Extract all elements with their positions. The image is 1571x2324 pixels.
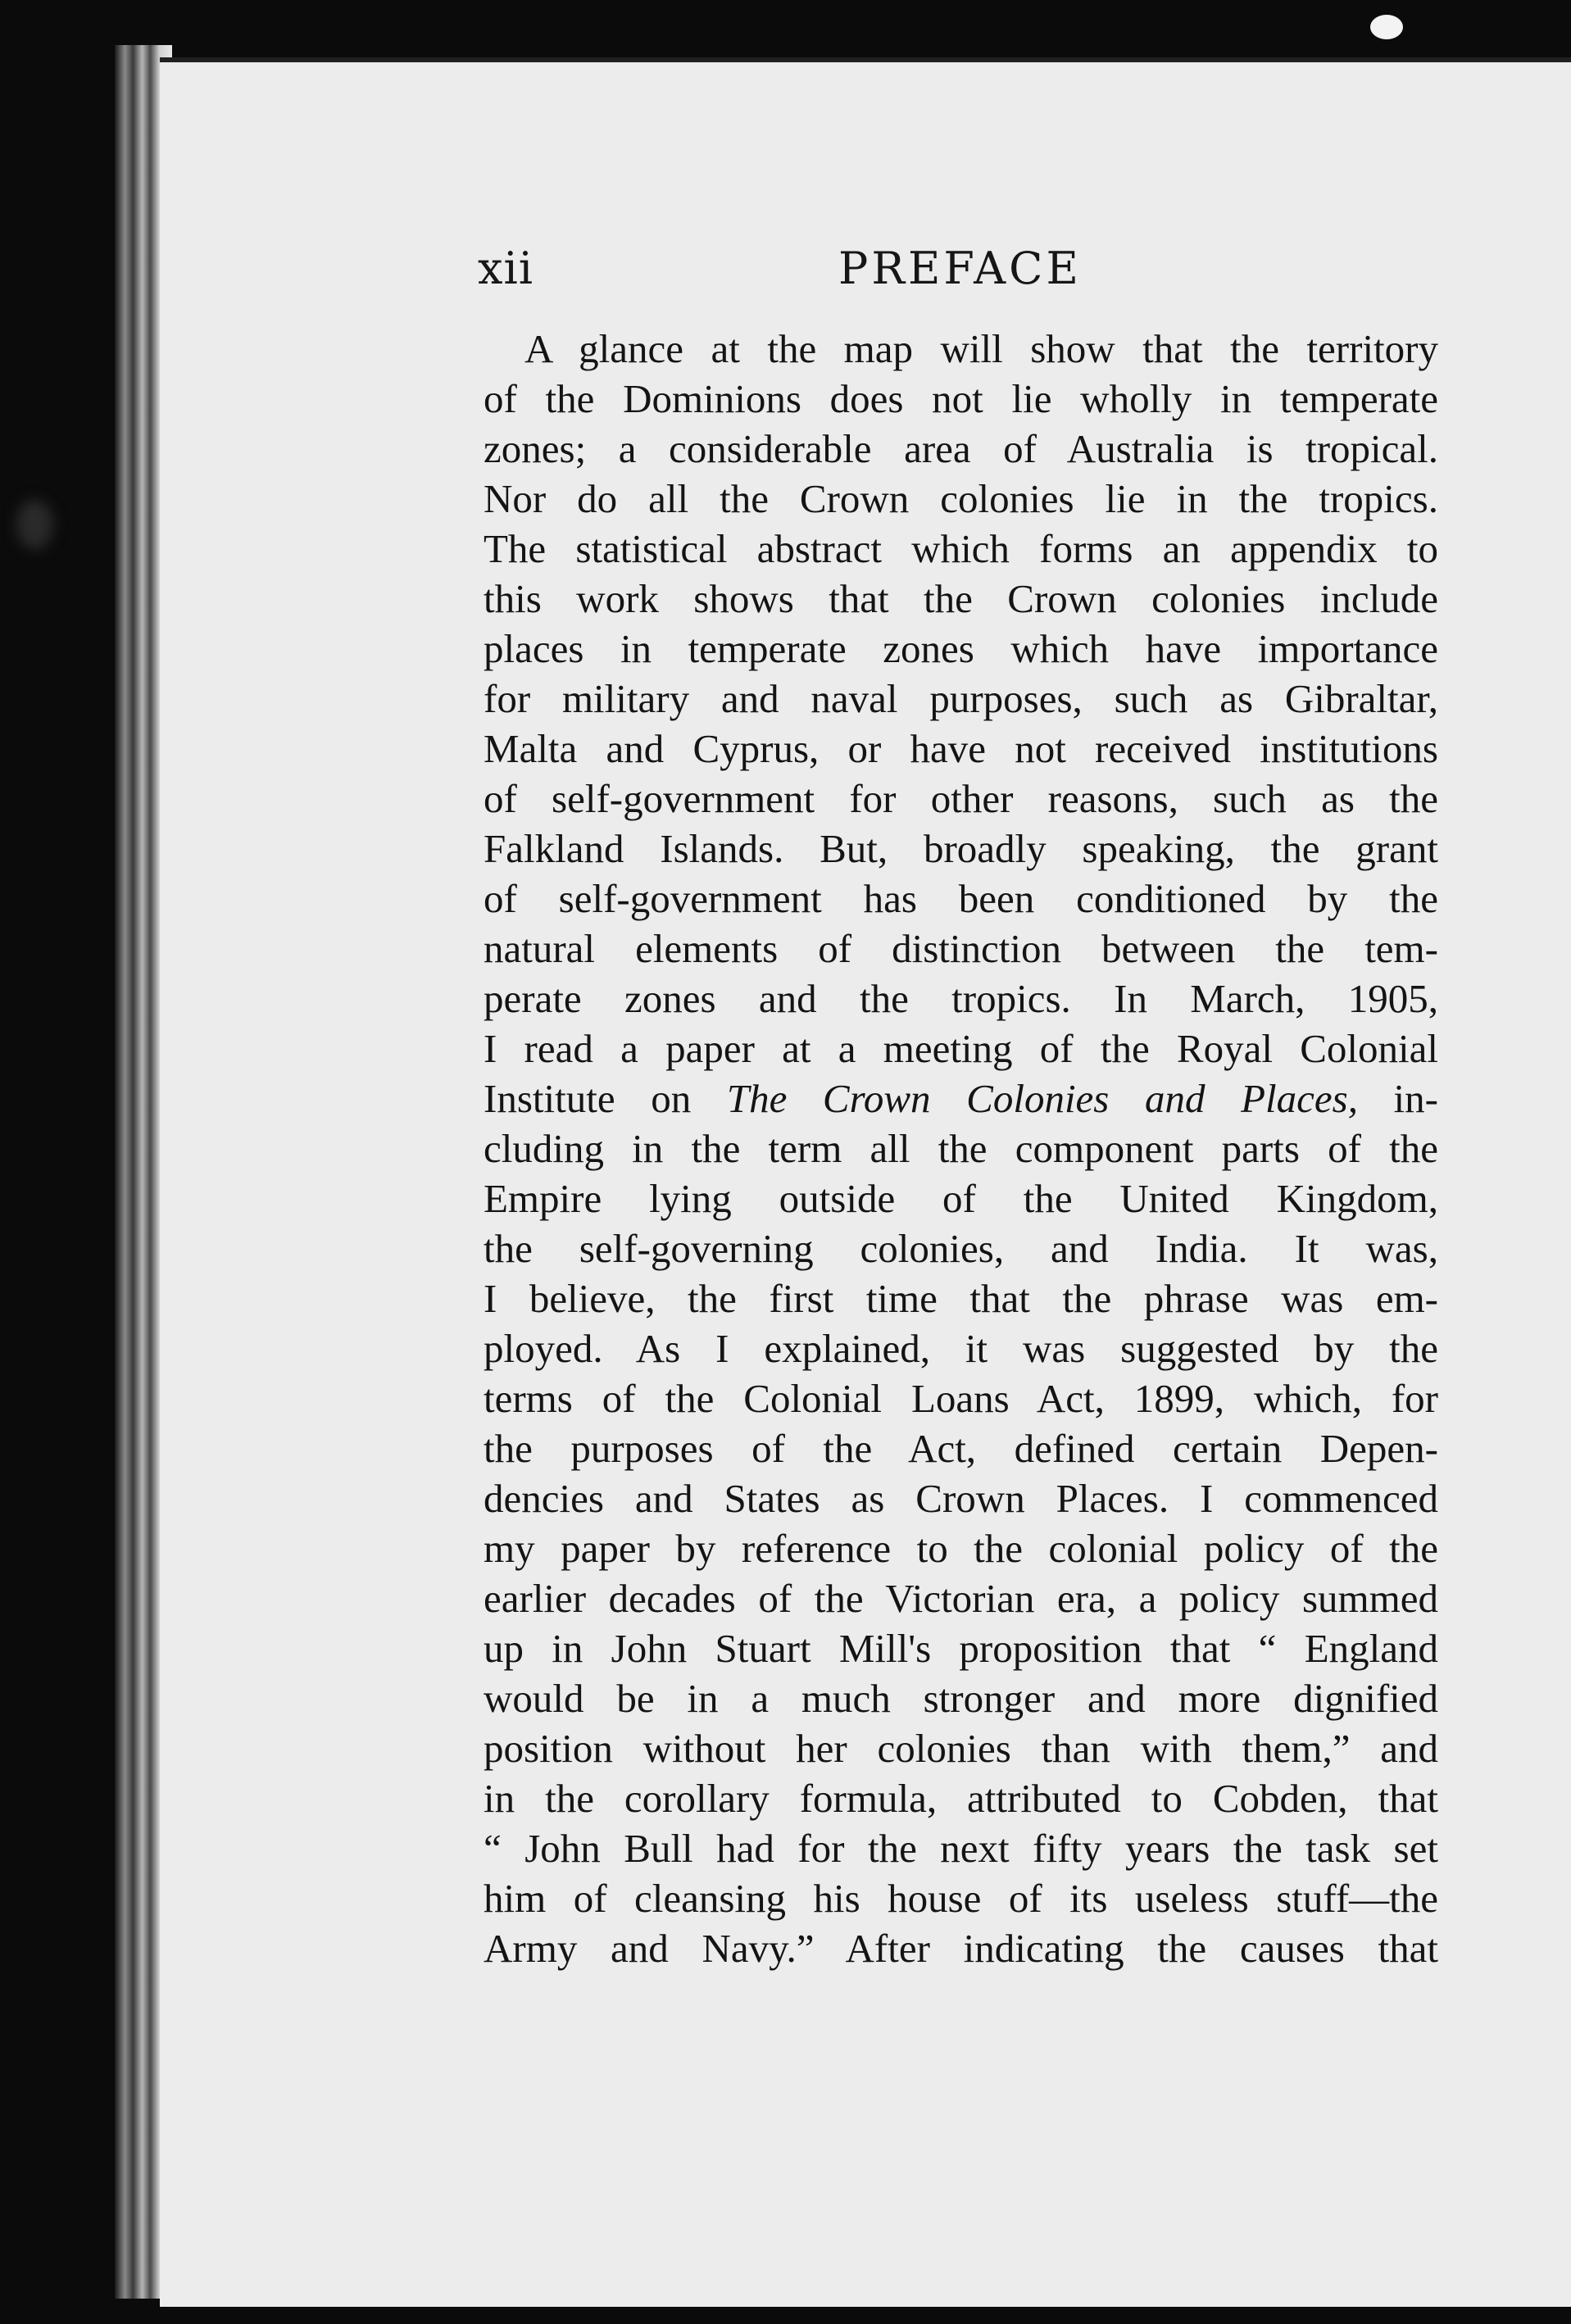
- text-line: of self-government has been conditioned by the: [484, 876, 1438, 921]
- text-line: would be in a much stronger and more dignified: [484, 1676, 1438, 1721]
- text-line: in the corollary formula, attributed to Cobden, that: [484, 1776, 1438, 1821]
- text-line: cluding in the term all the component parts of the: [484, 1126, 1438, 1171]
- page-number: xii: [478, 243, 534, 294]
- text-line-with-title: [484, 1073, 1438, 1123]
- text-line: of the Dominions does not lie wholly in temperate: [484, 376, 1438, 421]
- page-header: [478, 243, 1437, 300]
- text-line: I read a paper at a meeting of the Royal Colonial: [484, 1026, 1438, 1071]
- text-line: I believe, the first time that the phrase was em-: [484, 1276, 1438, 1321]
- text-line: earlier decades of the Victorian era, a policy summed: [484, 1576, 1438, 1621]
- text-segment: in-: [1357, 1076, 1438, 1121]
- text-line: Army and Navy.” After indicating the causes that: [484, 1926, 1438, 1971]
- text-line: “ John Bull had for the next fifty years the task set: [484, 1826, 1438, 1871]
- text-line: The statistical abstract which forms an appendix to: [484, 526, 1438, 571]
- text-line: Falkland Islands. But, broadly speaking, the grant: [484, 826, 1438, 871]
- text-line: up in John Stuart Mill's proposition that “ England: [484, 1626, 1438, 1671]
- running-head: PREFACE: [838, 243, 1082, 294]
- text-line: natural elements of distinction between the tem-: [484, 926, 1438, 971]
- text-line: places in temperate zones which have importance: [484, 626, 1438, 671]
- text-line: him of cleansing his house of its useless stuff—the: [484, 1876, 1438, 1921]
- text-line: Malta and Cyprus, or have not received institutions: [484, 726, 1438, 771]
- text-line: this work shows that the Crown colonies include: [484, 576, 1438, 621]
- text-line: of self-government for other reasons, such as the: [484, 776, 1438, 821]
- text-line: A glance at the map will show that the territory: [524, 326, 1438, 371]
- text-line: dencies and States as Crown Places. I commenced: [484, 1476, 1438, 1521]
- text-line: Nor do all the Crown colonies lie in the tropics.: [484, 476, 1438, 521]
- text-line: the purposes of the Act, defined certain Depen-: [484, 1426, 1438, 1471]
- italic-title: The Crown Colonies and Places,: [726, 1076, 1358, 1121]
- text-line: for military and naval purposes, such as Gibraltar,: [484, 676, 1438, 721]
- text-line: position without her colonies than with them,” and: [484, 1726, 1438, 1771]
- text-line: zones; a considerable area of Australia is tropical.: [484, 426, 1438, 471]
- text-line: perate zones and the tropics. In March, 1905,: [484, 976, 1438, 1021]
- text-line: Empire lying outside of the United Kingdom,: [484, 1176, 1438, 1221]
- text-line: terms of the Colonial Loans Act, 1899, which, for: [484, 1376, 1438, 1421]
- scan-shadow: [16, 500, 53, 549]
- scan-spot: [1370, 15, 1403, 39]
- body-text: [484, 324, 1438, 1973]
- text-line: the self-governing colonies, and India. It was,: [484, 1226, 1438, 1271]
- text-line: my paper by reference to the colonial policy of the: [484, 1526, 1438, 1571]
- text-line: ployed. As I explained, it was suggested by the: [484, 1326, 1438, 1371]
- text-segment: Institute on: [484, 1076, 727, 1121]
